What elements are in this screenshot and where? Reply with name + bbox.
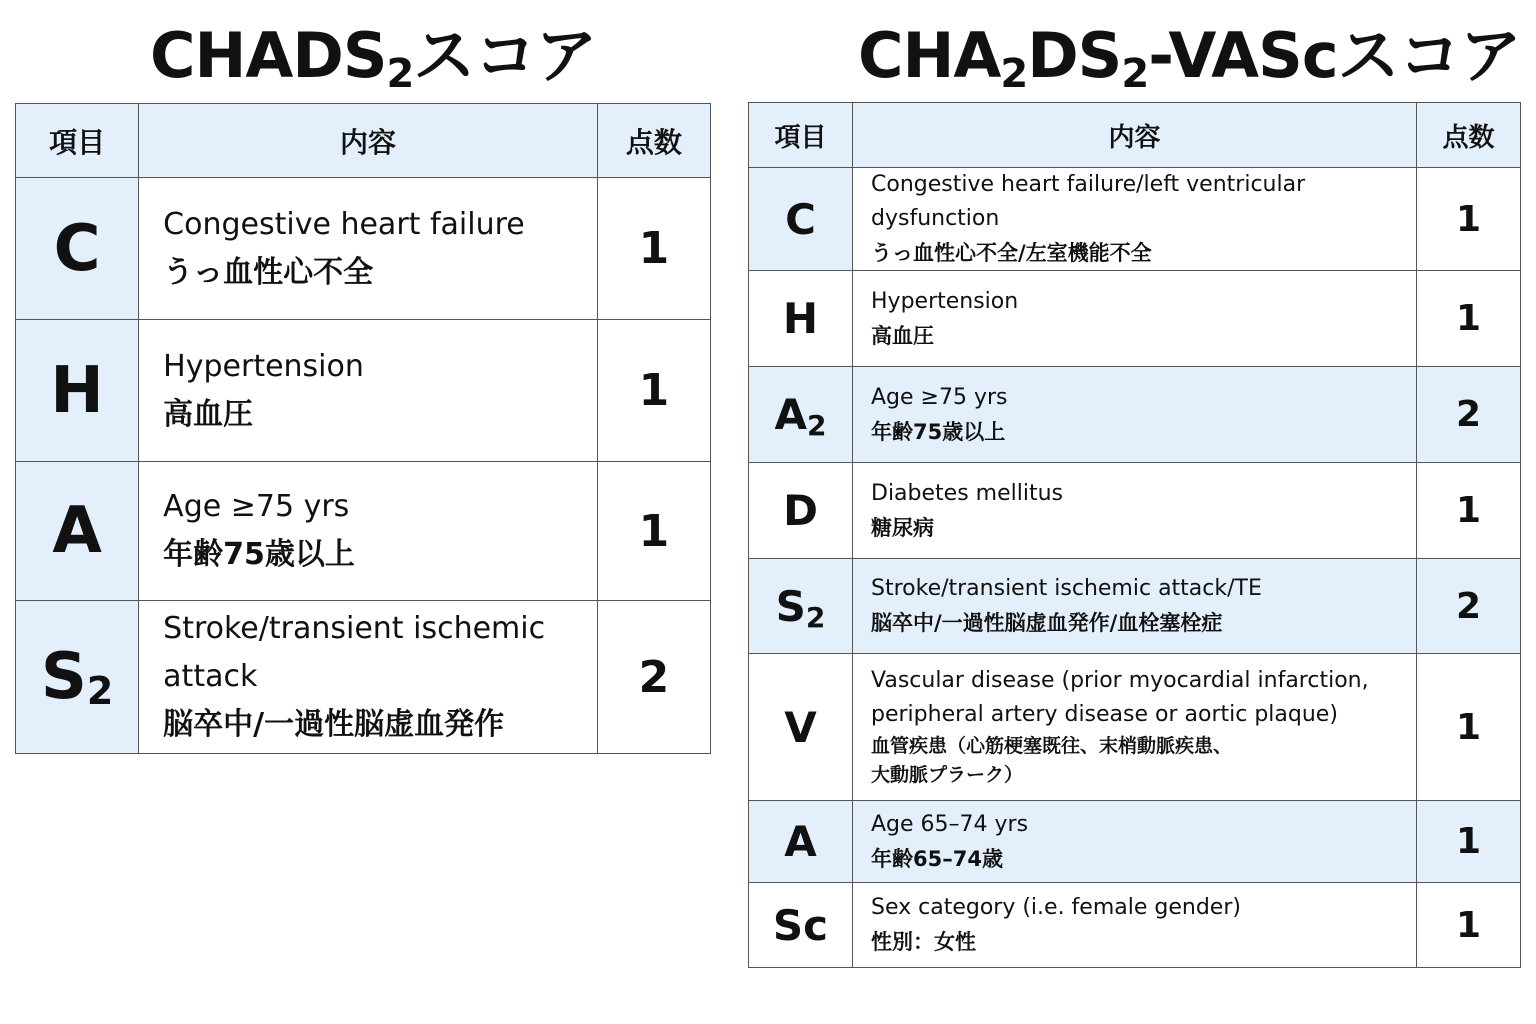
table-row <box>749 801 1521 883</box>
chads2-title: $CHADS_2$スコア <box>150 19 597 97</box>
header-points: 点数 <box>1417 103 1521 168</box>
row-key: C <box>16 178 139 320</box>
row-key: A <box>16 462 139 601</box>
row-description: Age ≥75 yrs 年齢75歳以上 <box>139 462 598 601</box>
row-description: Sex category (i.e. female gender) 性別：女性 <box>853 883 1417 968</box>
row-points: 1 <box>1417 271 1521 367</box>
row-key: C <box>749 168 853 271</box>
cha2ds2-vasc-title: $CHA_2DS_2$-VAScスコア <box>858 19 1521 97</box>
header-item: 項目 <box>16 104 139 178</box>
row-points: 2 <box>597 601 710 754</box>
row-description: Vascular disease (prior myocardial infarction, peripheral artery disease or aortic plaque) 血管疾患（心筋梗塞既往、末梢動脈疾患、 大動脈プラーク） <box>853 654 1417 801</box>
row-description: Hypertension 高血圧 <box>853 271 1417 367</box>
row-key: V <box>749 654 853 801</box>
row-description: Congestive heart failure うっ血性心不全 <box>139 178 598 320</box>
row-description: Congestive heart failure/left ventricular dysfunction うっ血性心不全/左室機能不全 <box>853 168 1417 271</box>
row-key: $S_2$ <box>16 601 139 754</box>
chads2-table <box>15 103 711 754</box>
cha2ds2-vasc-table <box>748 102 1521 968</box>
row-description: Age 65–74 yrs 年齢65–74歳 <box>853 801 1417 883</box>
table-row <box>16 320 711 462</box>
row-points: 1 <box>1417 654 1521 801</box>
row-points: 1 <box>597 320 710 462</box>
table-row <box>749 463 1521 559</box>
row-points: 2 <box>1417 367 1521 463</box>
row-points: 1 <box>1417 801 1521 883</box>
row-points: 1 <box>1417 883 1521 968</box>
table-row <box>16 178 711 320</box>
header-content: 内容 <box>139 104 598 178</box>
row-key: D <box>749 463 853 559</box>
row-points: 1 <box>597 178 710 320</box>
table-row <box>749 271 1521 367</box>
table-row <box>749 559 1521 654</box>
table-row <box>16 601 711 754</box>
table-row <box>749 168 1521 271</box>
table-row <box>749 654 1521 801</box>
table-row <box>16 462 711 601</box>
row-key: H <box>749 271 853 367</box>
row-key: Sc <box>749 883 853 968</box>
table-row <box>749 367 1521 463</box>
row-points: 1 <box>1417 463 1521 559</box>
row-points: 1 <box>597 462 710 601</box>
row-description: Hypertension 高血圧 <box>139 320 598 462</box>
row-key: A <box>749 801 853 883</box>
header-content: 内容 <box>853 103 1417 168</box>
row-points: 2 <box>1417 559 1521 654</box>
header-row <box>749 103 1521 168</box>
row-key: $S_2$ <box>749 559 853 654</box>
row-description: Diabetes mellitus 糖尿病 <box>853 463 1417 559</box>
row-description: Stroke/transient ischemic attack/TE 脳卒中/一過性脳虚血発作/血栓塞栓症 <box>853 559 1417 654</box>
row-description: Age ≥75 yrs 年齢75歳以上 <box>853 367 1417 463</box>
header-points: 点数 <box>597 104 710 178</box>
row-description: Stroke/transient ischemic attack 脳卒中/一過性脳虚血発作 <box>139 601 598 754</box>
row-points: 1 <box>1417 168 1521 271</box>
header-row <box>16 104 711 178</box>
header-item: 項目 <box>749 103 853 168</box>
row-key: $A_2$ <box>749 367 853 463</box>
row-key: H <box>16 320 139 462</box>
table-row <box>749 883 1521 968</box>
